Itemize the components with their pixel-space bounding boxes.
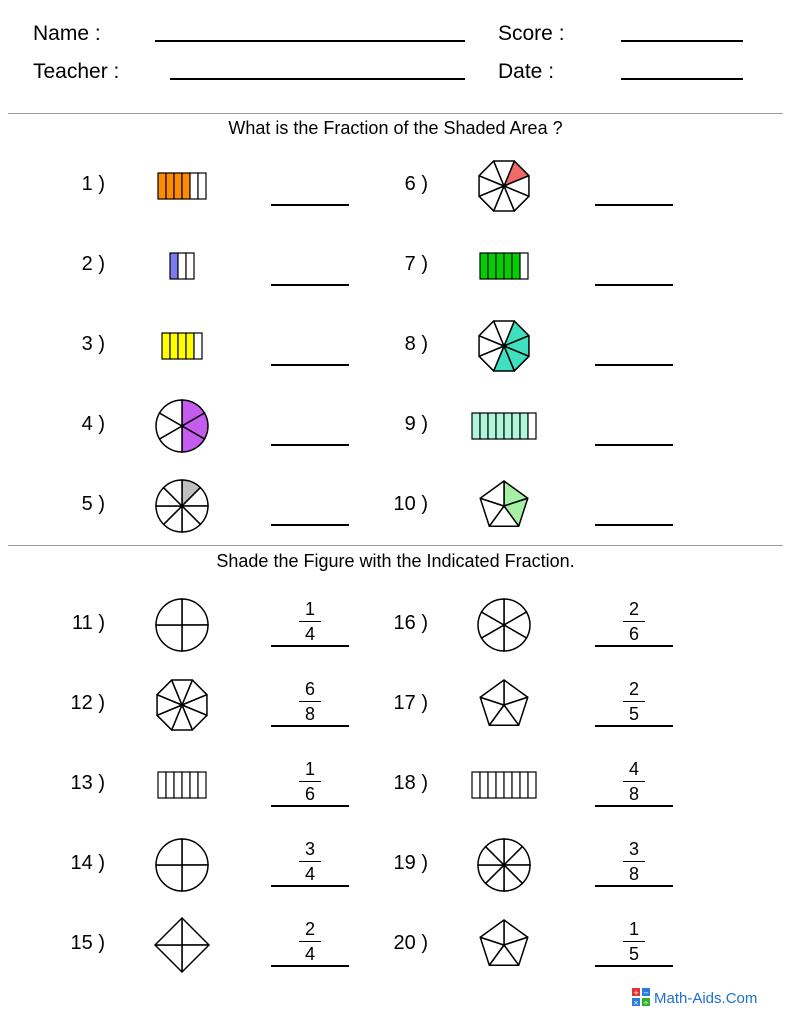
answer-line: [271, 725, 349, 727]
svg-text:÷: ÷: [643, 999, 649, 1006]
fraction-figure: [476, 478, 532, 534]
date-field[interactable]: [621, 78, 743, 80]
answer-line: [271, 885, 349, 887]
bar-segment: [480, 413, 488, 439]
question-number: 11 ): [72, 612, 105, 634]
bar-segment: [496, 772, 504, 798]
answer-line[interactable]: [271, 204, 349, 206]
bar-segment: [512, 253, 520, 279]
fraction-figure: [161, 332, 203, 360]
footer-site-text: Math-Aids.Com: [654, 989, 758, 1007]
fraction-denominator: 8: [304, 704, 315, 724]
fraction-figure[interactable]: [154, 677, 210, 733]
indicated-fraction: [595, 599, 673, 644]
question-number: 7 ): [404, 253, 428, 275]
bar-segment: [520, 772, 528, 798]
fraction-denominator: 4: [304, 944, 315, 964]
bar-segment: [504, 772, 512, 798]
answer-line[interactable]: [271, 524, 349, 526]
answer-line[interactable]: [595, 204, 673, 206]
question-number: 18 ): [393, 772, 428, 794]
fraction-figure: [169, 252, 195, 280]
question-number: 16 ): [393, 612, 428, 634]
fraction-bar: [299, 861, 321, 862]
circle-sector: [156, 839, 182, 865]
fraction-figure: [157, 172, 207, 200]
bar-segment: [166, 173, 174, 199]
circle-sector: [182, 839, 208, 865]
indicated-fraction: [271, 839, 349, 884]
question-number: 4 ): [81, 413, 105, 435]
bar-segment: [158, 173, 166, 199]
indicated-fraction: [595, 679, 673, 724]
bar-segment: [170, 253, 178, 279]
bar-segment: [528, 413, 536, 439]
bar-segment: [480, 772, 488, 798]
indicated-fraction: [271, 919, 349, 964]
bar-segment: [520, 253, 528, 279]
bar-segment: [488, 772, 496, 798]
fraction-bar: [623, 701, 645, 702]
bar-segment: [182, 772, 190, 798]
answer-line[interactable]: [271, 284, 349, 286]
fraction-bar: [623, 941, 645, 942]
bar-segment: [480, 253, 488, 279]
answer-line[interactable]: [271, 364, 349, 366]
fraction-denominator: 8: [628, 784, 639, 804]
fraction-figure[interactable]: [476, 837, 532, 893]
fraction-denominator: 4: [304, 624, 315, 644]
bar-segment: [504, 413, 512, 439]
question-number: 20 ): [393, 932, 428, 954]
indicated-fraction: [271, 599, 349, 644]
question-number: 5 ): [81, 493, 105, 515]
math-aids-logo-icon: [632, 988, 650, 1010]
question-number: 10 ): [393, 493, 428, 515]
bar-segment: [488, 413, 496, 439]
answer-line[interactable]: [595, 524, 673, 526]
question-number: 1 ): [81, 173, 105, 195]
bar-segment: [158, 772, 166, 798]
bar-segment: [488, 253, 496, 279]
fraction-numerator: 3: [628, 839, 639, 859]
fraction-denominator: 4: [304, 864, 315, 884]
fraction-bar: [623, 621, 645, 622]
answer-line: [271, 805, 349, 807]
footer-brand[interactable]: [632, 988, 757, 1010]
indicated-fraction: [595, 919, 673, 964]
answer-line: [595, 725, 673, 727]
fraction-bar: [299, 941, 321, 942]
bar-segment: [528, 772, 536, 798]
bar-segment: [186, 253, 194, 279]
bar-segment: [512, 413, 520, 439]
header-divider: [8, 113, 783, 114]
name-field[interactable]: [155, 40, 465, 42]
fraction-figure: [476, 158, 532, 214]
bar-segment: [512, 772, 520, 798]
fraction-numerator: 1: [304, 759, 315, 779]
fraction-numerator: 1: [628, 919, 639, 939]
bar-segment: [166, 772, 174, 798]
fraction-figure: [154, 478, 210, 534]
answer-line[interactable]: [271, 444, 349, 446]
name-label: Name :: [33, 22, 101, 45]
question-number: 6 ): [404, 173, 428, 195]
fraction-bar: [623, 781, 645, 782]
bar-segment: [178, 333, 186, 359]
question-number: 3 ): [81, 333, 105, 355]
bar-segment: [162, 333, 170, 359]
question-number: 17 ): [393, 692, 428, 714]
answer-line: [271, 645, 349, 647]
bar-segment: [472, 772, 480, 798]
bar-segment: [496, 413, 504, 439]
circle-sector: [156, 599, 182, 625]
score-label: Score :: [498, 22, 565, 45]
fraction-bar: [299, 701, 321, 702]
fraction-numerator: 2: [304, 919, 315, 939]
question-number: 14 ): [70, 852, 105, 874]
fraction-figure: [154, 398, 210, 454]
bar-segment: [194, 333, 202, 359]
bar-segment: [504, 253, 512, 279]
fraction-numerator: 1: [304, 599, 315, 619]
fraction-numerator: 4: [628, 759, 639, 779]
fraction-denominator: 8: [628, 864, 639, 884]
fraction-numerator: 2: [628, 679, 639, 699]
bar-segment: [190, 772, 198, 798]
answer-line: [595, 965, 673, 967]
answer-line: [595, 645, 673, 647]
bar-segment: [182, 173, 190, 199]
question-number: 19 ): [393, 852, 428, 874]
teacher-label: Teacher :: [33, 60, 120, 83]
svg-text:×: ×: [633, 999, 639, 1006]
answer-line: [595, 805, 673, 807]
fraction-denominator: 5: [628, 704, 639, 724]
fraction-bar: [623, 861, 645, 862]
indicated-fraction: [271, 679, 349, 724]
circle-sector: [156, 625, 182, 651]
indicated-fraction: [595, 759, 673, 804]
circle-sector: [182, 865, 208, 891]
bar-segment: [174, 173, 182, 199]
teacher-field[interactable]: [170, 78, 465, 80]
fraction-bar: [299, 621, 321, 622]
svg-text:+: +: [633, 989, 639, 997]
fraction-figure[interactable]: [157, 771, 207, 799]
score-field[interactable]: [621, 40, 743, 42]
fraction-figure[interactable]: [476, 917, 532, 973]
indicated-fraction: [595, 839, 673, 884]
bar-segment: [170, 333, 178, 359]
bar-segment: [198, 772, 206, 798]
circle-sector: [156, 865, 182, 891]
polygon-sector: [182, 918, 209, 945]
fraction-denominator: 6: [304, 784, 315, 804]
bar-segment: [496, 253, 504, 279]
fraction-figure[interactable]: [154, 597, 210, 653]
fraction-figure: [471, 412, 537, 440]
indicated-fraction: [271, 759, 349, 804]
bar-segment: [178, 253, 186, 279]
answer-line[interactable]: [595, 444, 673, 446]
question-number: 2 ): [81, 253, 105, 275]
bar-segment: [186, 333, 194, 359]
bar-segment: [190, 173, 198, 199]
answer-line: [271, 965, 349, 967]
fraction-figure[interactable]: [476, 597, 532, 653]
polygon-sector: [182, 945, 209, 972]
circle-sector: [182, 625, 208, 651]
section2-title: Shade the Figure with the Indicated Fraction.: [216, 551, 575, 571]
answer-line[interactable]: [595, 284, 673, 286]
answer-line: [595, 885, 673, 887]
circle-sector: [182, 599, 208, 625]
fraction-figure[interactable]: [471, 771, 537, 799]
question-number: 15 ): [70, 932, 105, 954]
bar-segment: [472, 413, 480, 439]
question-number: 12 ): [70, 692, 105, 714]
section-divider: [8, 545, 783, 546]
question-number: 9 ): [404, 413, 428, 435]
section1-title: What is the Fraction of the Shaded Area ?: [228, 118, 563, 138]
bar-segment: [198, 173, 206, 199]
question-number: 13 ): [70, 772, 105, 794]
polygon-sector: [155, 918, 182, 945]
fraction-figure[interactable]: [154, 917, 210, 973]
fraction-figure: [479, 252, 529, 280]
date-label: Date :: [498, 60, 555, 83]
fraction-numerator: 2: [628, 599, 639, 619]
question-number: 8 ): [404, 333, 428, 355]
fraction-numerator: 3: [304, 839, 315, 859]
bar-segment: [174, 772, 182, 798]
bar-segment: [520, 413, 528, 439]
fraction-figure: [476, 318, 532, 374]
fraction-bar: [299, 781, 321, 782]
fraction-denominator: 5: [628, 944, 639, 964]
fraction-figure[interactable]: [154, 837, 210, 893]
fraction-denominator: 6: [628, 624, 639, 644]
answer-line[interactable]: [595, 364, 673, 366]
polygon-sector: [155, 945, 182, 972]
fraction-numerator: 6: [304, 679, 315, 699]
svg-text:−: −: [643, 989, 649, 997]
fraction-figure[interactable]: [476, 677, 532, 733]
